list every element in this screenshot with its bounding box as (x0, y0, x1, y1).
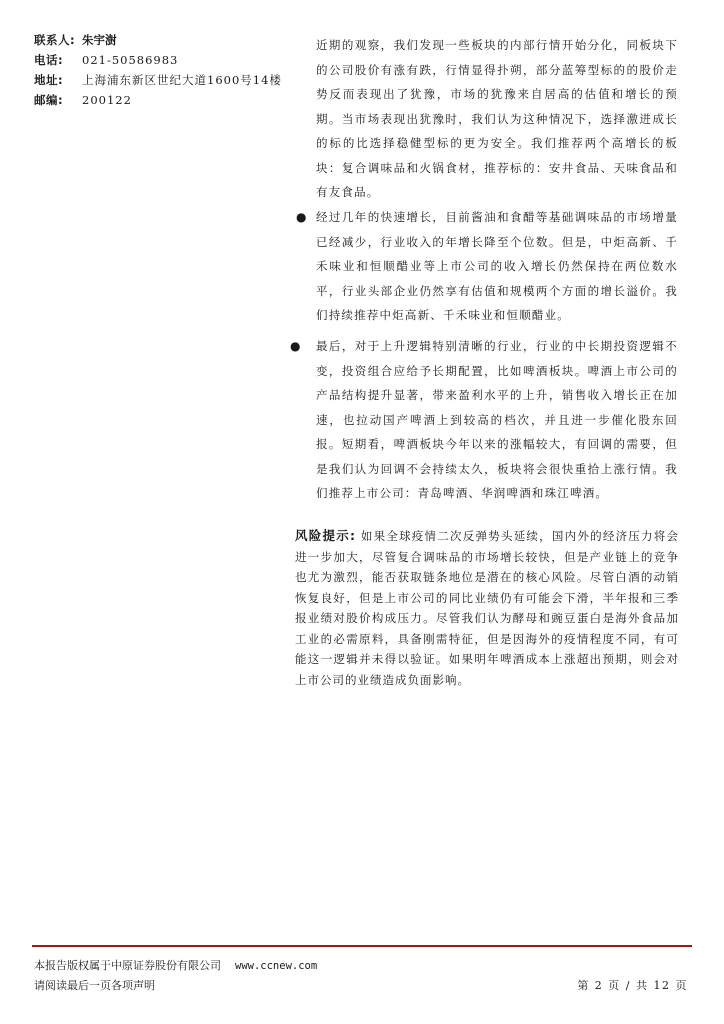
page-footer (34, 956, 688, 995)
risk-text: 如果全球疫情二次反弹势头延续，国内外的经济压力将会进一步加大，尽管复合调味品的市场增长较快，但是产业链上的竞争也尤为激烈，能否获取链条地位是潜在的核心风险。尽管白酒的动销恢复良好，但是上市公司的同比业绩仍有可能会下滑，半年报和三季报业绩对股价构成压力。尽管我们认为酵母和豌豆蛋白是海外食品加工业的必需原料，具备刚需特征，但是因海外的疫情程度不同，有可能这一逻辑并未得以验证。如果明年啤酒成本上涨超出预期，则会对上市公司的业绩造成负面影响。 (295, 529, 680, 687)
footer-row-2 (34, 976, 688, 995)
risk-section (295, 526, 679, 690)
contact-person-label: 联系人: (34, 33, 76, 47)
bullet-marker-2: ● (290, 339, 301, 353)
bullet-paragraph-1: 经过几年的快速增长，目前酱油和食醋等基础调味品的市场增量已经减少，行业收入的年增长降至个位数。但是，中炬高新、千禾味业和恒顺醋业等上市公司的收入增长仍然保持在两位数水平，行业头部企业仍然享有估值和规模两个方面的增长溢价。我们持续推荐中炬高新、千禾味业和恒顺醋业。 (316, 210, 678, 322)
contact-phone-value: 021-50586983 (82, 53, 179, 67)
bullet-paragraph-2: 最后，对于上升逻辑特别清晰的行业，行业的中长期投资逻辑不变，投资组合应给予长期配置，比如啤酒板块。啤酒上市公司的产品结构提升显著，带来盈利水平的上升，销售收入增长正在加速，也拉动国产啤酒上到较高的档次，并且进一步催化股东回报。短期看，啤酒板块今年以来的涨幅较大，有回调的需要，但是我们认为回调不会持续太久，板块将会很快重拾上涨行情。我们推荐上市公司：青岛啤酒、华润啤酒和珠江啤酒。 (316, 339, 678, 500)
contact-person-name: 朱宇澍 (82, 33, 117, 47)
footer-website-link[interactable]: www.ccnew.com (235, 960, 318, 972)
contact-address-value: 上海浦东新区世纪大道1600号14楼 (82, 73, 282, 87)
contact-block (34, 30, 284, 110)
contact-address-label: 地址: (34, 73, 64, 87)
contact-zip-value: 200122 (82, 93, 132, 107)
contact-zip-label: 邮编: (34, 93, 64, 107)
footer-copyright: 本报告版权属于中原证券股份有限公司 (34, 959, 221, 972)
footer-divider (32, 945, 692, 947)
bullet-marker-1: ● (296, 210, 307, 224)
contact-zip-row (34, 90, 284, 110)
contact-address-row (34, 70, 284, 90)
footer-row-1 (34, 956, 688, 976)
risk-heading: 风险提示: (295, 528, 356, 543)
contact-person-row (34, 30, 284, 50)
page-number: 第 2 页 / 共 12 页 (577, 979, 688, 992)
footer-disclaimer: 请阅读最后一页各项声明 (34, 979, 155, 992)
intro-paragraph: 近期的观察，我们发现一些板块的内部行情开始分化，同板块下的公司股价有涨有跌，行情显得扑朔，部分蓝筹型标的的股价走势反而表现出了犹豫，市场的犹豫来自居高的估值和增长的预期。当市场表现出犹豫时，我们认为这种情况下，选择激进成长的标的比选择稳健型标的更为安全。我们推荐两个高增长的板块：复合调味品和火锅食材，推荐标的：安井食品、天味食品和有友食品。 (316, 38, 678, 199)
contact-phone-row (34, 50, 284, 70)
footer-left-1 (34, 956, 317, 976)
contact-phone-label: 电话: (34, 53, 64, 67)
